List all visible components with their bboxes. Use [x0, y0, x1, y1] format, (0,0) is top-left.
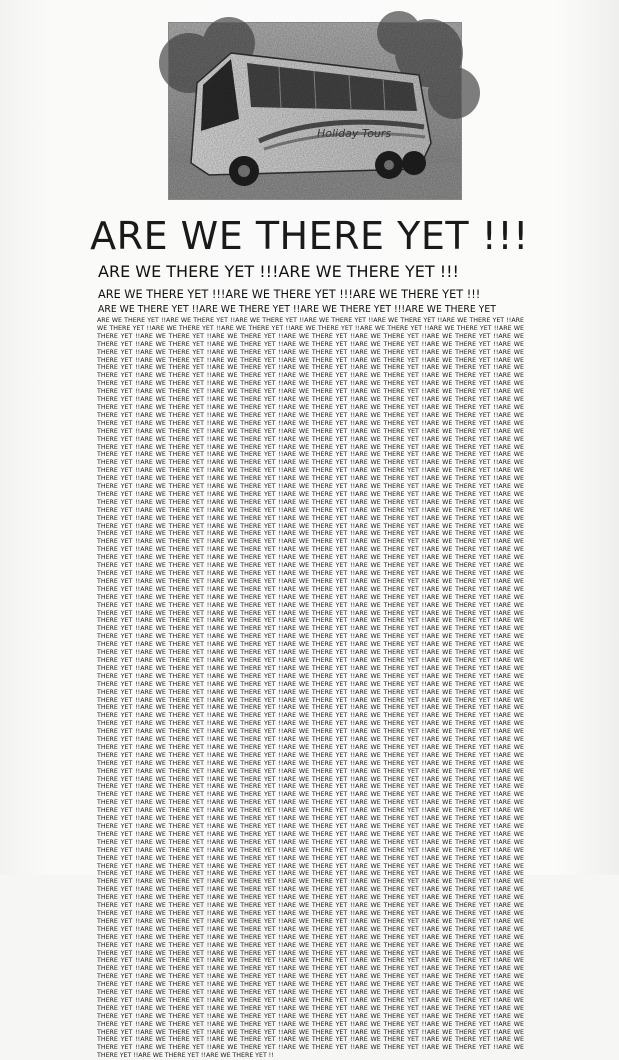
- bus-illustration: [169, 23, 461, 199]
- bus-photo: [168, 22, 462, 200]
- subtitle-line-2: ARE WE THERE YET !!!ARE WE THERE YET !!!ARE WE THERE YET !!!: [98, 288, 481, 301]
- subtitle-line-3: ARE WE THERE YET !!ARE WE THERE YET !!ARE WE THERE YET !!!ARE WE THERE YET: [98, 304, 496, 315]
- page-title: ARE WE THERE YET !!!: [90, 214, 529, 258]
- subtitle-line-1: ARE WE THERE YET !!!ARE WE THERE YET !!!: [98, 262, 459, 281]
- repeated-text-block: ARE WE THERE YET !!ARE WE THERE YET !!ARE WE THERE YET !!ARE WE THERE YET !!ARE WE THERE YET !!ARE WE THERE YET !!ARE WE THERE YET !!ARE WE THERE YET !!ARE WE THERE YET !!ARE WE THERE YET !!ARE WE THERE YET !!ARE WE THERE YET !!ARE WE THERE YET !!ARE WE THERE YET !!ARE WE THERE YET !!ARE WE THERE YET !!ARE WE THERE YET !!ARE WE THERE YET !!ARE WE THERE YET !!ARE WE THERE YET !!ARE WE THERE YET !!ARE WE THERE YET !!ARE WE THERE YET !!ARE WE THERE YET !!ARE WE THERE YET !!ARE WE THERE YET !!ARE WE THERE YET !!ARE WE THERE YET !!ARE WE THERE YET !!ARE WE THERE YET !!ARE WE THERE YET !!ARE WE THERE YET !!ARE WE THERE YET !!ARE WE THERE YET !!ARE WE THERE YET !!ARE WE THERE YET !!ARE WE THERE YET !!ARE WE THERE YET !!ARE WE THERE YET !!ARE WE THERE YET !!ARE WE THERE YET !!ARE WE THERE YET !!ARE WE THERE YET !!ARE WE THERE YET !!ARE WE THERE YET !!ARE WE THERE YET !!ARE WE THERE YET !!ARE WE THERE YET !!ARE WE THERE YET !!ARE WE THERE YET !!ARE WE THERE YET !!ARE WE THERE YET !!ARE WE THERE YET !!ARE WE THERE YET !!ARE WE THERE YET !!ARE WE THERE YET !!ARE WE THERE YET !!ARE WE THERE YET !!ARE WE THERE YET !!ARE WE THERE YET !!ARE WE THERE YET !!ARE WE THERE YET !!ARE WE THERE YET !!ARE WE THERE YET !!ARE WE THERE YET !!ARE WE THERE YET !!ARE WE THERE YET !!ARE WE THERE YET !!ARE WE THERE YET !!ARE WE THERE YET !!ARE WE THERE YET !!ARE WE THERE YET !!ARE WE THERE YET !!ARE WE THERE YET !!ARE WE THERE YET !!ARE WE THERE YET !!ARE WE THERE YET !!ARE WE THERE YET !!ARE WE THERE YET !!ARE WE THERE YET !!ARE WE THERE YET !!ARE WE THERE YET !!ARE WE THERE YET !!ARE WE THERE YET !!ARE WE THERE YET !!ARE WE THERE YET !!ARE WE THERE YET !!ARE WE THERE YET !!ARE WE THERE YET !!ARE WE THERE YET !!ARE WE THERE YET !!ARE WE THERE YET !!ARE WE THERE YET !!ARE WE THERE YET !!ARE WE THERE YET !!ARE WE THERE YET !!ARE WE THERE YET !!ARE WE THERE YET !!ARE WE THERE YET !!ARE WE THERE YET !!ARE WE THERE YET !!ARE WE THERE YET !!ARE WE THERE YET !!ARE WE THERE YET !!ARE WE THERE YET !!ARE WE THERE YET !!ARE WE THERE YET !!ARE WE THERE YET !!ARE WE THERE YET !!ARE WE THERE YET !!ARE WE THERE YET !!ARE WE THERE YET !!ARE WE THERE YET !!ARE WE THERE YET !!ARE WE THERE YET !!ARE WE THERE YET !!ARE WE THERE YET !!ARE WE THERE YET !!ARE WE THERE YET !!ARE WE THERE YET !!ARE WE THERE YET !!ARE WE THERE YET !!ARE WE THERE YET !!ARE WE THERE YET !!ARE WE THERE YET !!ARE WE THERE YET !!ARE WE THERE YET !!ARE WE THERE YET !!ARE WE THERE YET !!ARE WE THERE YET !!ARE WE THERE YET !!ARE WE THERE YET !!ARE WE THERE YET !!ARE WE THERE YET !!ARE WE THERE YET !!ARE WE THERE YET !!ARE WE THERE YET !!ARE WE THERE YET !!ARE WE THERE YET !!ARE WE THERE YET !!ARE WE THERE YET !!ARE WE THERE YET !!ARE WE THERE YET !!ARE WE THERE YET !!ARE WE THERE YET !!ARE WE THERE YET !!ARE WE THERE YET !!ARE WE THERE YET !!ARE WE THERE YET !!ARE WE THERE YET !!ARE WE THERE YET !!ARE WE THERE YET !!ARE WE THERE YET !!ARE WE THERE YET !!ARE WE THERE YET !!ARE WE THERE YET !!ARE WE THERE YET !!ARE WE THERE YET !!ARE WE THERE YET !!ARE WE THERE YET !!ARE WE THERE YET !!ARE WE THERE YET !!ARE WE THERE YET !!ARE WE THERE YET !!ARE WE THERE YET !!ARE WE THERE YET !!ARE WE THERE YET !!ARE WE THERE YET !!ARE WE THERE YET !!ARE WE THERE YET !!ARE WE THERE YET !!ARE WE THERE YET !!ARE WE THERE YET !!ARE WE THERE YET !!ARE WE THERE YET !!ARE WE THERE YET !!ARE WE THERE YET !!ARE WE THERE YET !!ARE WE THERE YET !!ARE WE THERE YET !!ARE WE THERE YET !!ARE WE THERE YET !!ARE WE THERE YET !!ARE WE THERE YET !!ARE WE THERE YET !!ARE WE THERE YET !!ARE WE THERE YET !!ARE WE THERE YET !!ARE WE THERE YET !!ARE WE THERE YET !!ARE WE THERE YET !!ARE WE THERE YET !!ARE WE THERE YET !!ARE WE THERE YET !!ARE WE THERE YET !!ARE WE THERE YET !!ARE WE THERE YET !!ARE WE THERE YET !!ARE WE THERE YET !!ARE WE THERE YET !!ARE WE THERE YET !!ARE WE THERE YET !!ARE WE THERE YET !!ARE WE THERE YET !!ARE WE THERE YET !!ARE WE THERE YET !!ARE WE THERE YET !!ARE WE THERE YET !!ARE WE THERE YET !!ARE WE THERE YET !!ARE WE THERE YET !!ARE WE THERE YET !!ARE WE THERE YET !!ARE WE THERE YET !!ARE WE THERE YET !!ARE WE THERE YET !!ARE WE THERE YET !!ARE WE THERE YET !!ARE WE THERE YET !!ARE WE THERE YET !!ARE WE THERE YET !!ARE WE THERE YET !!ARE WE THERE YET !!ARE WE THERE YET !!ARE WE THERE YET !!ARE WE THERE YET !!ARE WE THERE YET !!ARE WE THERE YET !!ARE WE THERE YET !!ARE WE THERE YET !!ARE WE THERE YET !!ARE WE THERE YET !!ARE WE THERE YET !!ARE WE THERE YET !!ARE WE THERE YET !!ARE WE THERE YET !!ARE WE THERE YET !!ARE WE THERE YET !!ARE WE THERE YET !!ARE WE THERE YET !!ARE WE THERE YET !!ARE WE THERE YET !!ARE WE THERE YET !!ARE WE THERE YET !!ARE WE THERE YET !!ARE WE THERE YET !!ARE WE THERE YET !!ARE WE THERE YET !!ARE WE THERE YET !!ARE WE THERE YET !!ARE WE THERE YET !!ARE WE THERE YET !!ARE WE THERE YET !!ARE WE THERE YET !!ARE WE THERE YET !!ARE WE THERE YET !!ARE WE THERE YET !!ARE WE THERE YET !!ARE WE THERE YET !!ARE WE THERE YET !!ARE WE THERE YET !!ARE WE THERE YET !!ARE WE THERE YET !!ARE WE THERE YET !!ARE WE THERE YET !!ARE WE THERE YET !!ARE WE THERE YET !!ARE WE THERE YET !!ARE WE THERE YET !!ARE WE THERE YET !!ARE WE THERE YET !!ARE WE THERE YET !!ARE WE THERE YET !!ARE WE THERE YET !!ARE WE THERE YET !!ARE WE THERE YET !!ARE WE THERE YET !!ARE WE THERE YET !!ARE WE THERE YET !!ARE WE THERE YET !!ARE WE THERE YET !!ARE WE THERE YET !!ARE WE THERE YET !!ARE WE THERE YET !!ARE WE THERE YET !!ARE WE THERE YET !!ARE WE THERE YET !!ARE WE THERE YET !!ARE WE THERE YET !!ARE WE THERE YET !!ARE WE THERE YET !!ARE WE THERE YET !!ARE WE THERE YET !!ARE WE THERE YET !!ARE WE THERE YET !!ARE WE THERE YET !!ARE WE THERE YET !!ARE WE THERE YET !!ARE WE THERE YET !!ARE WE THERE YET !!ARE WE THERE YET !!ARE WE THERE YET !!ARE WE THERE YET !!ARE WE THERE YET !!ARE WE THERE YET !!ARE WE THERE YET !!ARE WE THERE YET !!ARE WE THERE YET !!ARE WE THERE YET !!ARE WE THERE YET !!ARE WE THERE YET !!ARE WE THERE YET !!ARE WE THERE YET !!ARE WE THERE YET !!ARE WE THERE YET !!ARE WE THERE YET !!ARE WE THERE YET !!ARE WE THERE YET !!ARE WE THERE YET !!ARE WE THERE YET !!ARE WE THERE YET !!ARE WE THERE YET !!ARE WE THERE YET !!ARE WE THERE YET !!ARE WE THERE YET !!ARE WE THERE YET !!ARE WE THERE YET !!ARE WE THERE YET !!ARE WE THERE YET !!ARE WE THERE YET !!ARE WE THERE YET !!ARE WE THERE YET !!ARE WE THERE YET !!ARE WE THERE YET !!ARE WE THERE YET !!ARE WE THERE YET !!ARE WE THERE YET !!ARE WE THERE YET !!ARE WE THERE YET !!ARE WE THERE YET !!ARE WE THERE YET !!ARE WE THERE YET !!ARE WE THERE YET !!ARE WE THERE YET !!ARE WE THERE YET !!ARE WE THERE YET !!ARE WE THERE YET !!ARE WE THERE YET !!ARE WE THERE YET !!ARE WE THERE YET !!ARE WE THERE YET !!ARE WE THERE YET !!ARE WE THERE YET !!ARE WE THERE YET !!ARE WE THERE YET !!ARE WE THERE YET !!ARE WE THERE YET !!ARE WE THERE YET !!ARE WE THERE YET !!ARE WE THERE YET !!ARE WE THERE YET !!ARE WE THERE YET !!ARE WE THERE YET !!ARE WE THERE YET !!ARE WE THERE YET !!ARE WE THERE YET !!ARE WE THERE YET !!ARE WE THERE YET !!ARE WE THERE YET !!ARE WE THERE YET !!ARE WE THERE YET !!ARE WE THERE YET !!ARE WE THERE YET !!ARE WE THERE YET !!ARE WE THERE YET !!ARE WE THERE YET !!ARE WE THERE YET !!ARE WE THERE YET !!ARE WE THERE YET !!ARE WE THERE YET !!ARE WE THERE YET !!ARE WE THERE YET !!ARE WE THERE YET !!ARE WE THERE YET !!ARE WE THERE YET !!ARE WE THERE YET !!ARE WE THERE YET !!ARE WE THERE YET !!ARE WE THERE YET !!ARE WE THERE YET !!ARE WE THERE YET !!ARE WE THERE YET !!ARE WE THERE YET !!ARE WE THERE YET !!ARE WE THERE YET !!ARE WE THERE YET !!ARE WE THERE YET !!ARE WE THERE YET !!ARE WE THERE YET !!ARE WE THERE YET !!ARE WE THERE YET !!ARE WE THERE YET !!ARE WE THERE YET !!ARE WE THERE YET !!ARE WE THERE YET !!ARE WE THERE YET !!ARE WE THERE YET !!ARE WE THERE YET !!ARE WE THERE YET !!ARE WE THERE YET !!ARE WE THERE YET !!ARE WE THERE YET !!ARE WE THERE YET !!ARE WE THERE YET !!ARE WE THERE YET !!ARE WE THERE YET !!ARE WE THERE YET !!ARE WE THERE YET !!ARE WE THERE YET !!ARE WE THERE YET !!ARE WE THERE YET !!ARE WE THERE YET !!ARE WE THERE YET !!ARE WE THERE YET !!ARE WE THERE YET !!ARE WE THERE YET !!ARE WE THERE YET !!ARE WE THERE YET !!ARE WE THERE YET !!ARE WE THERE YET !!ARE WE THERE YET !!ARE WE THERE YET !!ARE WE THERE YET !!ARE WE THERE YET !!ARE WE THERE YET !!ARE WE THERE YET !!ARE WE THERE YET !!ARE WE THERE YET !!ARE WE THERE YET !!ARE WE THERE YET !!ARE WE THERE YET !!ARE WE THERE YET !!ARE WE THERE YET !!ARE WE THERE YET !!ARE WE THERE YET !!ARE WE THERE YET !!ARE WE THERE YET !!ARE WE THERE YET !!ARE WE THERE YET !!ARE WE THERE YET !!ARE WE THERE YET !!ARE WE THERE YET !!ARE WE THERE YET !!ARE WE THERE YET !!ARE WE THERE YET !!ARE WE THERE YET !!ARE WE THERE YET !!ARE WE THERE YET !!ARE WE THERE YET !!ARE WE THERE YET !!ARE WE THERE YET !!ARE WE THERE YET !!ARE WE THERE YET !!ARE WE THERE YET !!ARE WE THERE YET !!ARE WE THERE YET !!ARE WE THERE YET !!ARE WE THERE YET !!ARE WE THERE YET !!ARE WE THERE YET !!ARE WE THERE YET !!ARE WE THERE YET !!ARE WE THERE YET !!ARE WE THERE YET !!ARE WE THERE YET !!ARE WE THERE YET !!ARE WE THERE YET !!ARE WE THERE YET !!ARE WE THERE YET !!ARE WE THERE YET !!ARE WE THERE YET !!ARE WE THERE YET !!ARE WE THERE YET !!ARE WE THERE YET !!ARE WE THERE YET !!ARE WE THERE YET !!ARE WE THERE YET !!ARE WE THERE YET !!ARE WE THERE YET !!ARE WE THERE YET !!ARE WE THERE YET !!ARE WE THERE YET !!ARE WE THERE YET !!ARE WE THERE YET !!ARE WE THERE YET !!ARE WE THERE YET !!ARE WE THERE YET !!ARE WE THERE YET !!ARE WE THERE YET !!ARE WE THERE YET !!ARE WE THERE YET !!ARE WE THERE YET !!ARE WE THERE YET !!ARE WE THERE YET !!ARE WE THERE YET !!ARE WE THERE YET !!ARE WE THERE YET !!ARE WE THERE YET !!ARE WE THERE YET !!ARE WE THERE YET !!ARE WE THERE YET !!ARE WE THERE YET !!ARE WE THERE YET !!ARE WE THERE YET !!ARE WE THERE YET !!ARE WE THERE YET !!ARE WE THERE YET !!ARE WE THERE YET !!ARE WE THERE YET !!ARE WE THERE YET !!ARE WE THERE YET !!ARE WE THERE YET !!ARE WE THERE YET !!ARE WE THERE YET !!ARE WE THERE YET !!ARE WE THERE YET !!ARE WE THERE YET !!ARE WE THERE YET !!ARE WE THERE YET !!ARE WE THERE YET !!ARE WE THERE YET !!ARE WE THERE YET !!ARE WE THERE YET !!ARE WE THERE YET !!ARE WE THERE YET !!ARE WE THERE YET !!ARE WE THERE YET !!ARE WE THERE YET !!ARE WE THERE YET !!ARE WE THERE YET !!ARE WE THERE YET !!ARE WE THERE YET !!ARE WE THERE YET !!ARE WE THERE YET !!ARE WE THERE YET !!ARE WE THERE YET !!ARE WE THERE YET !!ARE WE THERE YET !!ARE WE THERE YET !!ARE WE THERE YET !!ARE WE THERE YET !!ARE WE THERE YET !!ARE WE THERE YET !!ARE WE THERE YET !!ARE WE THERE YET !!ARE WE THERE YET !!ARE WE THERE YET !!ARE WE THERE YET !!ARE WE THERE YET !!ARE WE THERE YET !!ARE WE THERE YET !!: [97, 317, 524, 1060]
